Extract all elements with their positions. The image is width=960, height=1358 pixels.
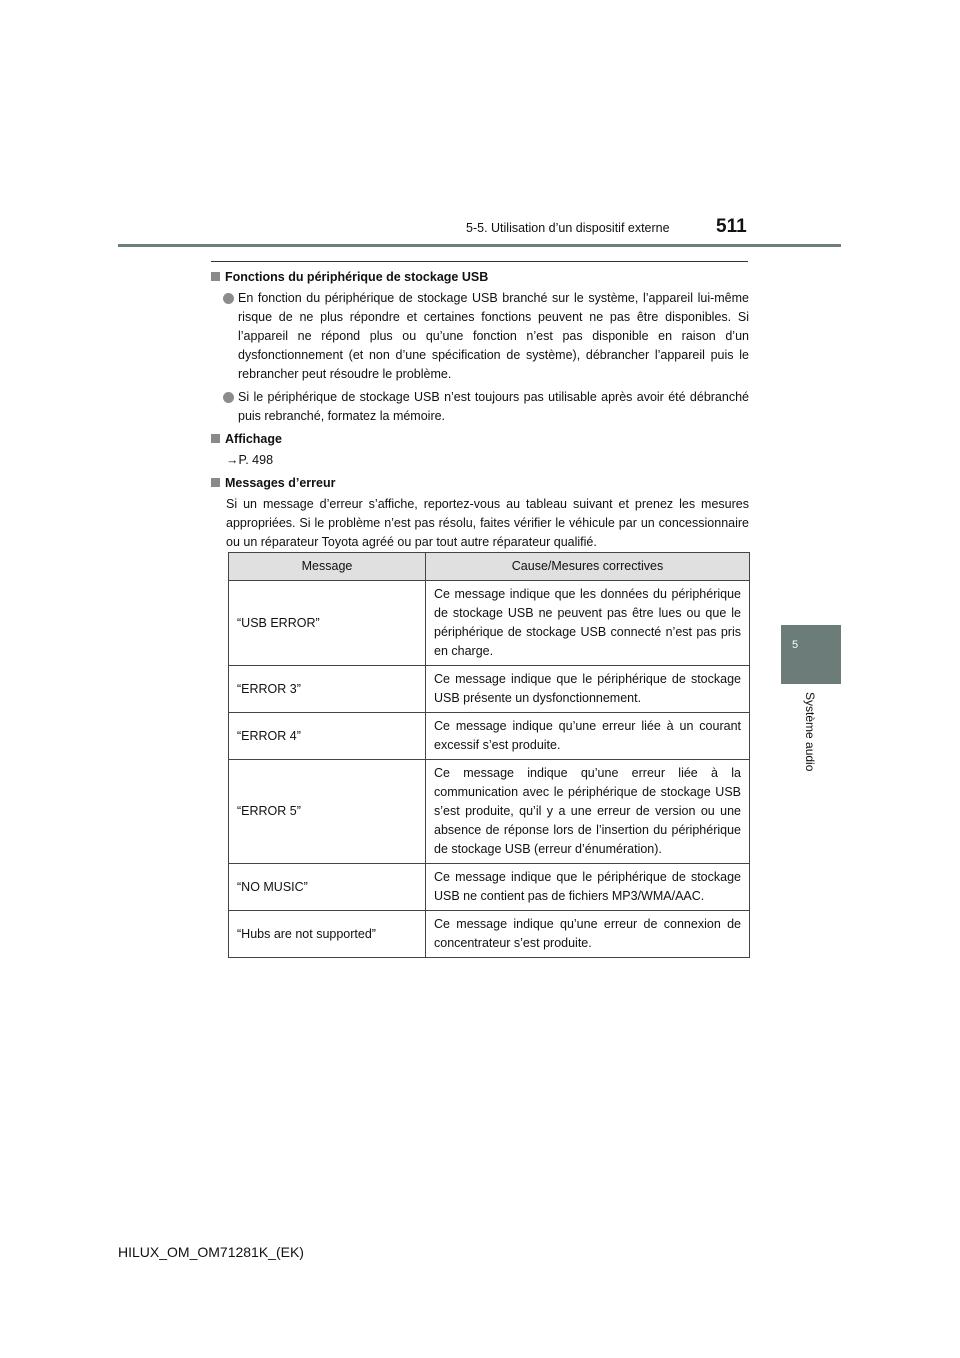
bullet-item: Si le périphérique de stockage USB n’est toujours pas utilisable après avoir été débranché puis rebranché, formatez la mémoire. xyxy=(211,388,749,426)
message-cell: “ERROR 5” xyxy=(229,760,426,864)
chapter-label: Système audio xyxy=(803,692,817,772)
column-header: Cause/Mesures correctives xyxy=(426,553,750,581)
section-header: 5-5. Utilisation d’un dispositif externe xyxy=(466,221,670,235)
message-cell: “NO MUSIC” xyxy=(229,864,426,911)
table-row xyxy=(229,713,750,760)
table-row xyxy=(229,760,750,864)
table-row xyxy=(229,864,750,911)
chapter-tab xyxy=(781,625,841,684)
message-cell: “USB ERROR” xyxy=(229,581,426,666)
cause-cell: Ce message indique qu’une erreur de connexion de concentrateur s’est produite. xyxy=(426,911,750,958)
cause-cell: Ce message indique qu’une erreur liée à la communication avec le périphérique de stockage USB s’est produite, qu’il y a une erreur de version ou une absence de réponse lors de l’insertion du périphérique de stockage USB (erreur d’énumération). xyxy=(426,760,750,864)
column-header: Message xyxy=(229,553,426,581)
section-heading: Affichage xyxy=(211,430,749,449)
circle-bullet-icon xyxy=(223,392,234,403)
document-code: HILUX_OM_OM71281K_(EK) xyxy=(118,1244,304,1260)
table-row xyxy=(229,581,750,666)
cause-cell: Ce message indique qu’une erreur liée à un courant excessif s’est produite. xyxy=(426,713,750,760)
message-cell: “Hubs are not supported” xyxy=(229,911,426,958)
section-heading: Messages d’erreur xyxy=(211,474,749,493)
message-cell: “ERROR 3” xyxy=(229,666,426,713)
circle-bullet-icon xyxy=(223,293,234,304)
table-row xyxy=(229,666,750,713)
page-reference[interactable]: →P. 498 xyxy=(226,453,274,467)
content xyxy=(211,268,749,556)
cause-cell: Ce message indique que le périphérique de stockage USB présente un dysfonctionnement. xyxy=(426,666,750,713)
square-bullet-icon xyxy=(211,272,220,281)
bullet-item: En fonction du périphérique de stockage USB branché sur le système, l’appareil lui-même risque de ne plus répondre et certaines fonctions peuvent ne pas être disponibles. Si l’appareil ne répond plus ou qu’une fonction n’est pas disponible en raison d’un dysfonctionnement (et non d’une spécification de système), débrancher l’appareil puis le rebrancher peut résoudre le problème. xyxy=(211,289,749,384)
cause-cell: Ce message indique que le périphérique de stockage USB ne contient pas de fichiers MP3/WMA/AAC. xyxy=(426,864,750,911)
paragraph: Si un message d’erreur s’affiche, reportez-vous au tableau suivant et prenez les mesures appropriées. Si le problème n’est pas résolu, faites vérifier le véhicule par un concessionnaire ou un réparateur Toyota agréé ou par tout autre réparateur qualifié. xyxy=(226,497,749,549)
message-cell: “ERROR 4” xyxy=(229,713,426,760)
square-bullet-icon xyxy=(211,478,220,487)
square-bullet-icon xyxy=(211,434,220,443)
page-number: 511 xyxy=(716,216,747,237)
error-messages-table xyxy=(228,552,750,958)
content-divider xyxy=(211,261,748,262)
table-row xyxy=(229,911,750,958)
header-divider xyxy=(118,244,841,247)
section-heading: Fonctions du périphérique de stockage USB xyxy=(211,268,749,287)
cause-cell: Ce message indique que les données du périphérique de stockage USB ne peuvent pas être lues ou que le périphérique de stockage USB connecté n’est pas pris en charge. xyxy=(426,581,750,666)
chapter-number: 5 xyxy=(792,639,799,651)
